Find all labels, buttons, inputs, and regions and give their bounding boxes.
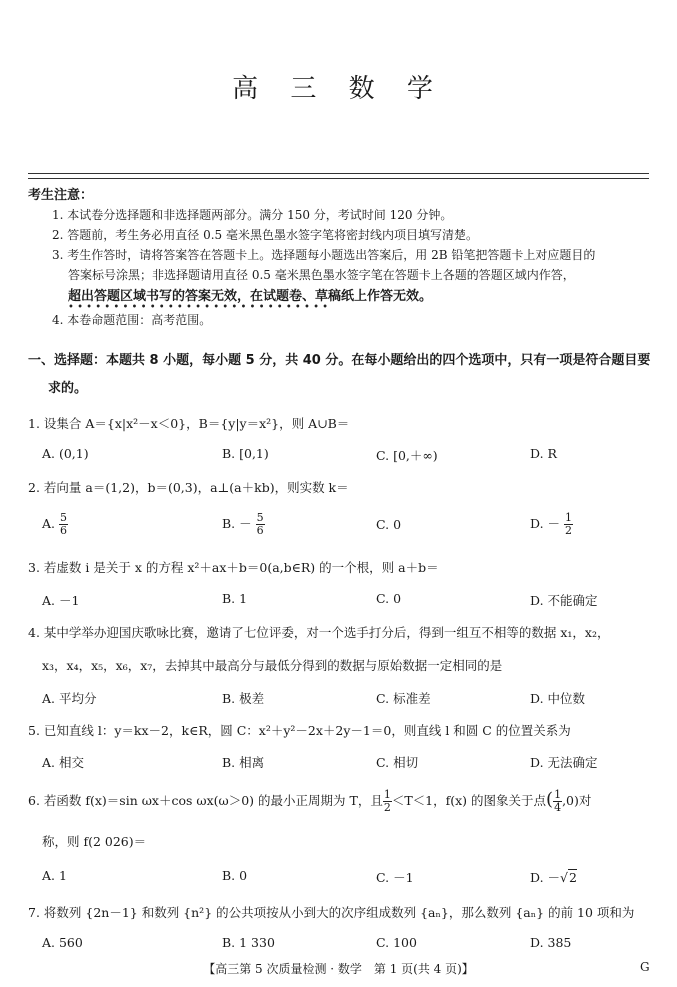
q2-option-b-label: B. － bbox=[222, 516, 252, 531]
q6-point-close: ,0) bbox=[562, 793, 579, 808]
emphasis-dots: • • • • • • • • • • • • • • • • • • • • • • • • • • • • • bbox=[68, 302, 329, 313]
notice-item-1: 1. 本试卷分选择题和非选择题两部分。满分 150 分，考试时间 120 分钟。 bbox=[52, 208, 453, 222]
q6-stem-part-b: ＜T＜1，f(x) 的图象关于点 bbox=[391, 793, 547, 808]
q6-option-c: C. －1 bbox=[376, 870, 414, 885]
notice-item-4: 4. 本卷命题范围：高考范围。 bbox=[52, 313, 212, 327]
q7-option-c: C. 100 bbox=[376, 935, 417, 950]
question-3-stem: 3. 若虚数 i 是关于 x 的方程 x²＋ax＋b＝0(a,b∈R) 的一个根，则 a＋b＝ bbox=[28, 560, 439, 575]
question-6-stem bbox=[28, 789, 591, 814]
question-1-stem: 1. 设集合 A＝{x|x²－x＜0}，B＝{y|y＝x²}，则 A∪B＝ bbox=[28, 416, 350, 431]
section-heading: 一、选择题：本题共 8 小题，每小题 5 分，共 40 分。在每小题给出的四个选项中，只有一项是符合题目要 bbox=[28, 353, 651, 368]
question-2-stem: 2. 若向量 a＝(1,2)，b＝(0,3)，a⊥(a＋kb)，则实数 k＝ bbox=[28, 480, 349, 495]
page-title: 高 三 数 学 bbox=[232, 74, 445, 104]
q5-option-a: A. 相交 bbox=[42, 755, 84, 770]
divider-top bbox=[28, 173, 649, 174]
q1-option-a: A. (0,1) bbox=[42, 446, 89, 461]
section-heading-cont: 求的。 bbox=[48, 381, 88, 396]
question-7-stem: 7. 将数列 {2n－1} 和数列 {n²} 的公共项按从小到大的次序组成数列 {aₙ}，那么数列 {aₙ} 的前 10 项和为 bbox=[28, 905, 635, 920]
q6-paren-open: ( bbox=[546, 789, 554, 810]
question-6-stem-cont: 称，则 f(2 026)＝ bbox=[42, 834, 147, 849]
q6-option-d-radicand: 2 bbox=[569, 870, 577, 885]
q7-option-d: D. 385 bbox=[530, 935, 572, 950]
q2-option-d-label: D. － bbox=[530, 516, 561, 531]
q6-fraction-quarter: $\frac{1}{4}$ bbox=[554, 788, 562, 814]
divider-bottom bbox=[28, 178, 649, 179]
q2-option-b-fraction: $\frac{5}{6}$ bbox=[256, 511, 264, 537]
q1-option-b: B. [0,1) bbox=[222, 446, 269, 461]
q5-option-c: C. 相切 bbox=[376, 755, 419, 770]
q6-stem-part-a: 6. 若函数 f(x)＝sin ωx＋cos ωx(ω＞0) 的最小正周期为 T，且 bbox=[28, 793, 383, 808]
q6-fraction-half: $\frac{1}{2}$ bbox=[383, 788, 391, 814]
q5-option-d: D. 无法确定 bbox=[530, 755, 598, 770]
q6-stem-part-c: 对 bbox=[578, 793, 592, 808]
q5-option-b: B. 相离 bbox=[222, 755, 265, 770]
question-5-stem: 5. 已知直线 l：y＝kx－2，k∈R，圆 C：x²＋y²－2x＋2y－1＝0，则直线 l 和圆 C 的位置关系为 bbox=[28, 723, 571, 738]
q4-option-a: A. 平均分 bbox=[42, 691, 97, 706]
q2-option-c: C. 0 bbox=[376, 517, 402, 532]
page-footer: 【高三第 5 次质量检测 · 数学 第 1 页(共 4 页)】 bbox=[203, 962, 474, 976]
q3-option-a: A. －1 bbox=[42, 593, 80, 608]
question-4-stem-cont: x₃，x₄，x₅，x₆，x₇，去掉其中最高分与最低分得到的数据与原始数据一定相同的是 bbox=[42, 658, 503, 673]
q2-option-d-fraction: $\frac{1}{2}$ bbox=[565, 511, 573, 537]
q2-option-a bbox=[42, 512, 68, 537]
notice-item-3: 3. 考生作答时，请将答案答在答题卡上。选择题每小题选出答案后，用 2B 铅笔把答题卡上对应题目的 bbox=[52, 248, 596, 262]
q3-option-b: B. 1 bbox=[222, 591, 248, 606]
q4-option-b: B. 极差 bbox=[222, 691, 265, 706]
q6-option-a: A. 1 bbox=[42, 868, 67, 883]
q6-option-b: B. 0 bbox=[222, 868, 248, 883]
q6-option-d-label: D. － bbox=[530, 870, 561, 885]
q1-option-c: C. [0,＋∞) bbox=[376, 448, 438, 463]
q7-option-a: A. 560 bbox=[42, 935, 83, 950]
sqrt-icon: √ bbox=[560, 870, 568, 885]
q2-option-a-label: A. bbox=[42, 516, 56, 531]
q3-option-c: C. 0 bbox=[376, 591, 402, 606]
notice-item-2: 2. 答题前，考生务必用直径 0.5 毫米黑色墨水签字笔将密封线内项目填写清楚。 bbox=[52, 228, 478, 242]
q4-option-c: C. 标准差 bbox=[376, 691, 431, 706]
q7-option-b: B. 1 330 bbox=[222, 935, 275, 950]
notice-item-3-cont: 答案标号涂黑；非选择题请用直径 0.5 毫米黑色墨水签字笔在答题卡上各题的答题区域内作答， bbox=[68, 268, 575, 282]
notice-heading: 考生注意： bbox=[28, 188, 94, 203]
q2-option-d bbox=[530, 512, 573, 537]
q4-option-d: D. 中位数 bbox=[530, 691, 586, 706]
notice-item-3-emphasis: 超出答题区域书写的答案无效，在试题卷、草稿纸上作答无效。 bbox=[68, 289, 433, 304]
paper-code: G bbox=[640, 960, 650, 974]
question-4-stem: 4. 某中学举办迎国庆歌咏比赛，邀请了七位评委，对一个选手打分后，得到一组互不相等的数据 x₁，x₂， bbox=[28, 625, 610, 640]
q3-option-d: D. 不能确定 bbox=[530, 593, 598, 608]
q1-option-d: D. R bbox=[530, 446, 557, 461]
q2-option-a-fraction: $\frac{5}{6}$ bbox=[60, 511, 67, 537]
q6-option-d bbox=[530, 868, 577, 886]
q2-option-b bbox=[222, 512, 265, 537]
